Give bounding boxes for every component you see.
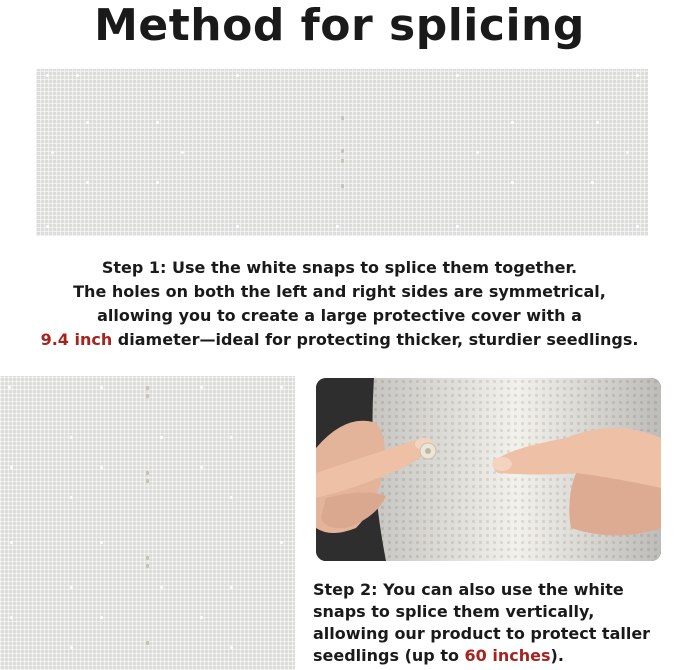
step-2-line-4 [313, 645, 679, 667]
diameter-highlight: 9.4 inch [40, 330, 113, 349]
step-2-description [313, 579, 679, 667]
step-2-line-3: allowing our product to protect taller [313, 624, 651, 643]
height-highlight: 60 inches [464, 646, 551, 665]
page-title: Method for splicing [94, 0, 585, 51]
spliced-mesh-panel-vertical [0, 376, 295, 670]
snap-splicing-photo [316, 378, 661, 561]
step-2-line-2: snaps to splice them vertically, [313, 602, 595, 621]
step-2-line-4-prefix: seedlings (up to [313, 646, 465, 665]
step-1-line-2: The holes on both the left and right sides are symmetrical, [73, 282, 606, 301]
step-1-description [0, 256, 679, 352]
step-2-line-1: Step 2: You can also use the white [313, 580, 624, 599]
step-1-line-1: Step 1: Use the white snaps to splice them together. [101, 258, 578, 277]
step-1-line-4 [0, 328, 679, 352]
step-1-line-4-rest: diameter—ideal for protecting thicker, sturdier seedlings. [112, 330, 639, 349]
hands-joining-mesh-illustration [316, 378, 661, 561]
spliced-mesh-panel-horizontal [36, 69, 648, 236]
step-2-line-4-suffix: ). [550, 646, 564, 665]
step-1-line-3: allowing you to create a large protective cover with a [97, 306, 582, 325]
